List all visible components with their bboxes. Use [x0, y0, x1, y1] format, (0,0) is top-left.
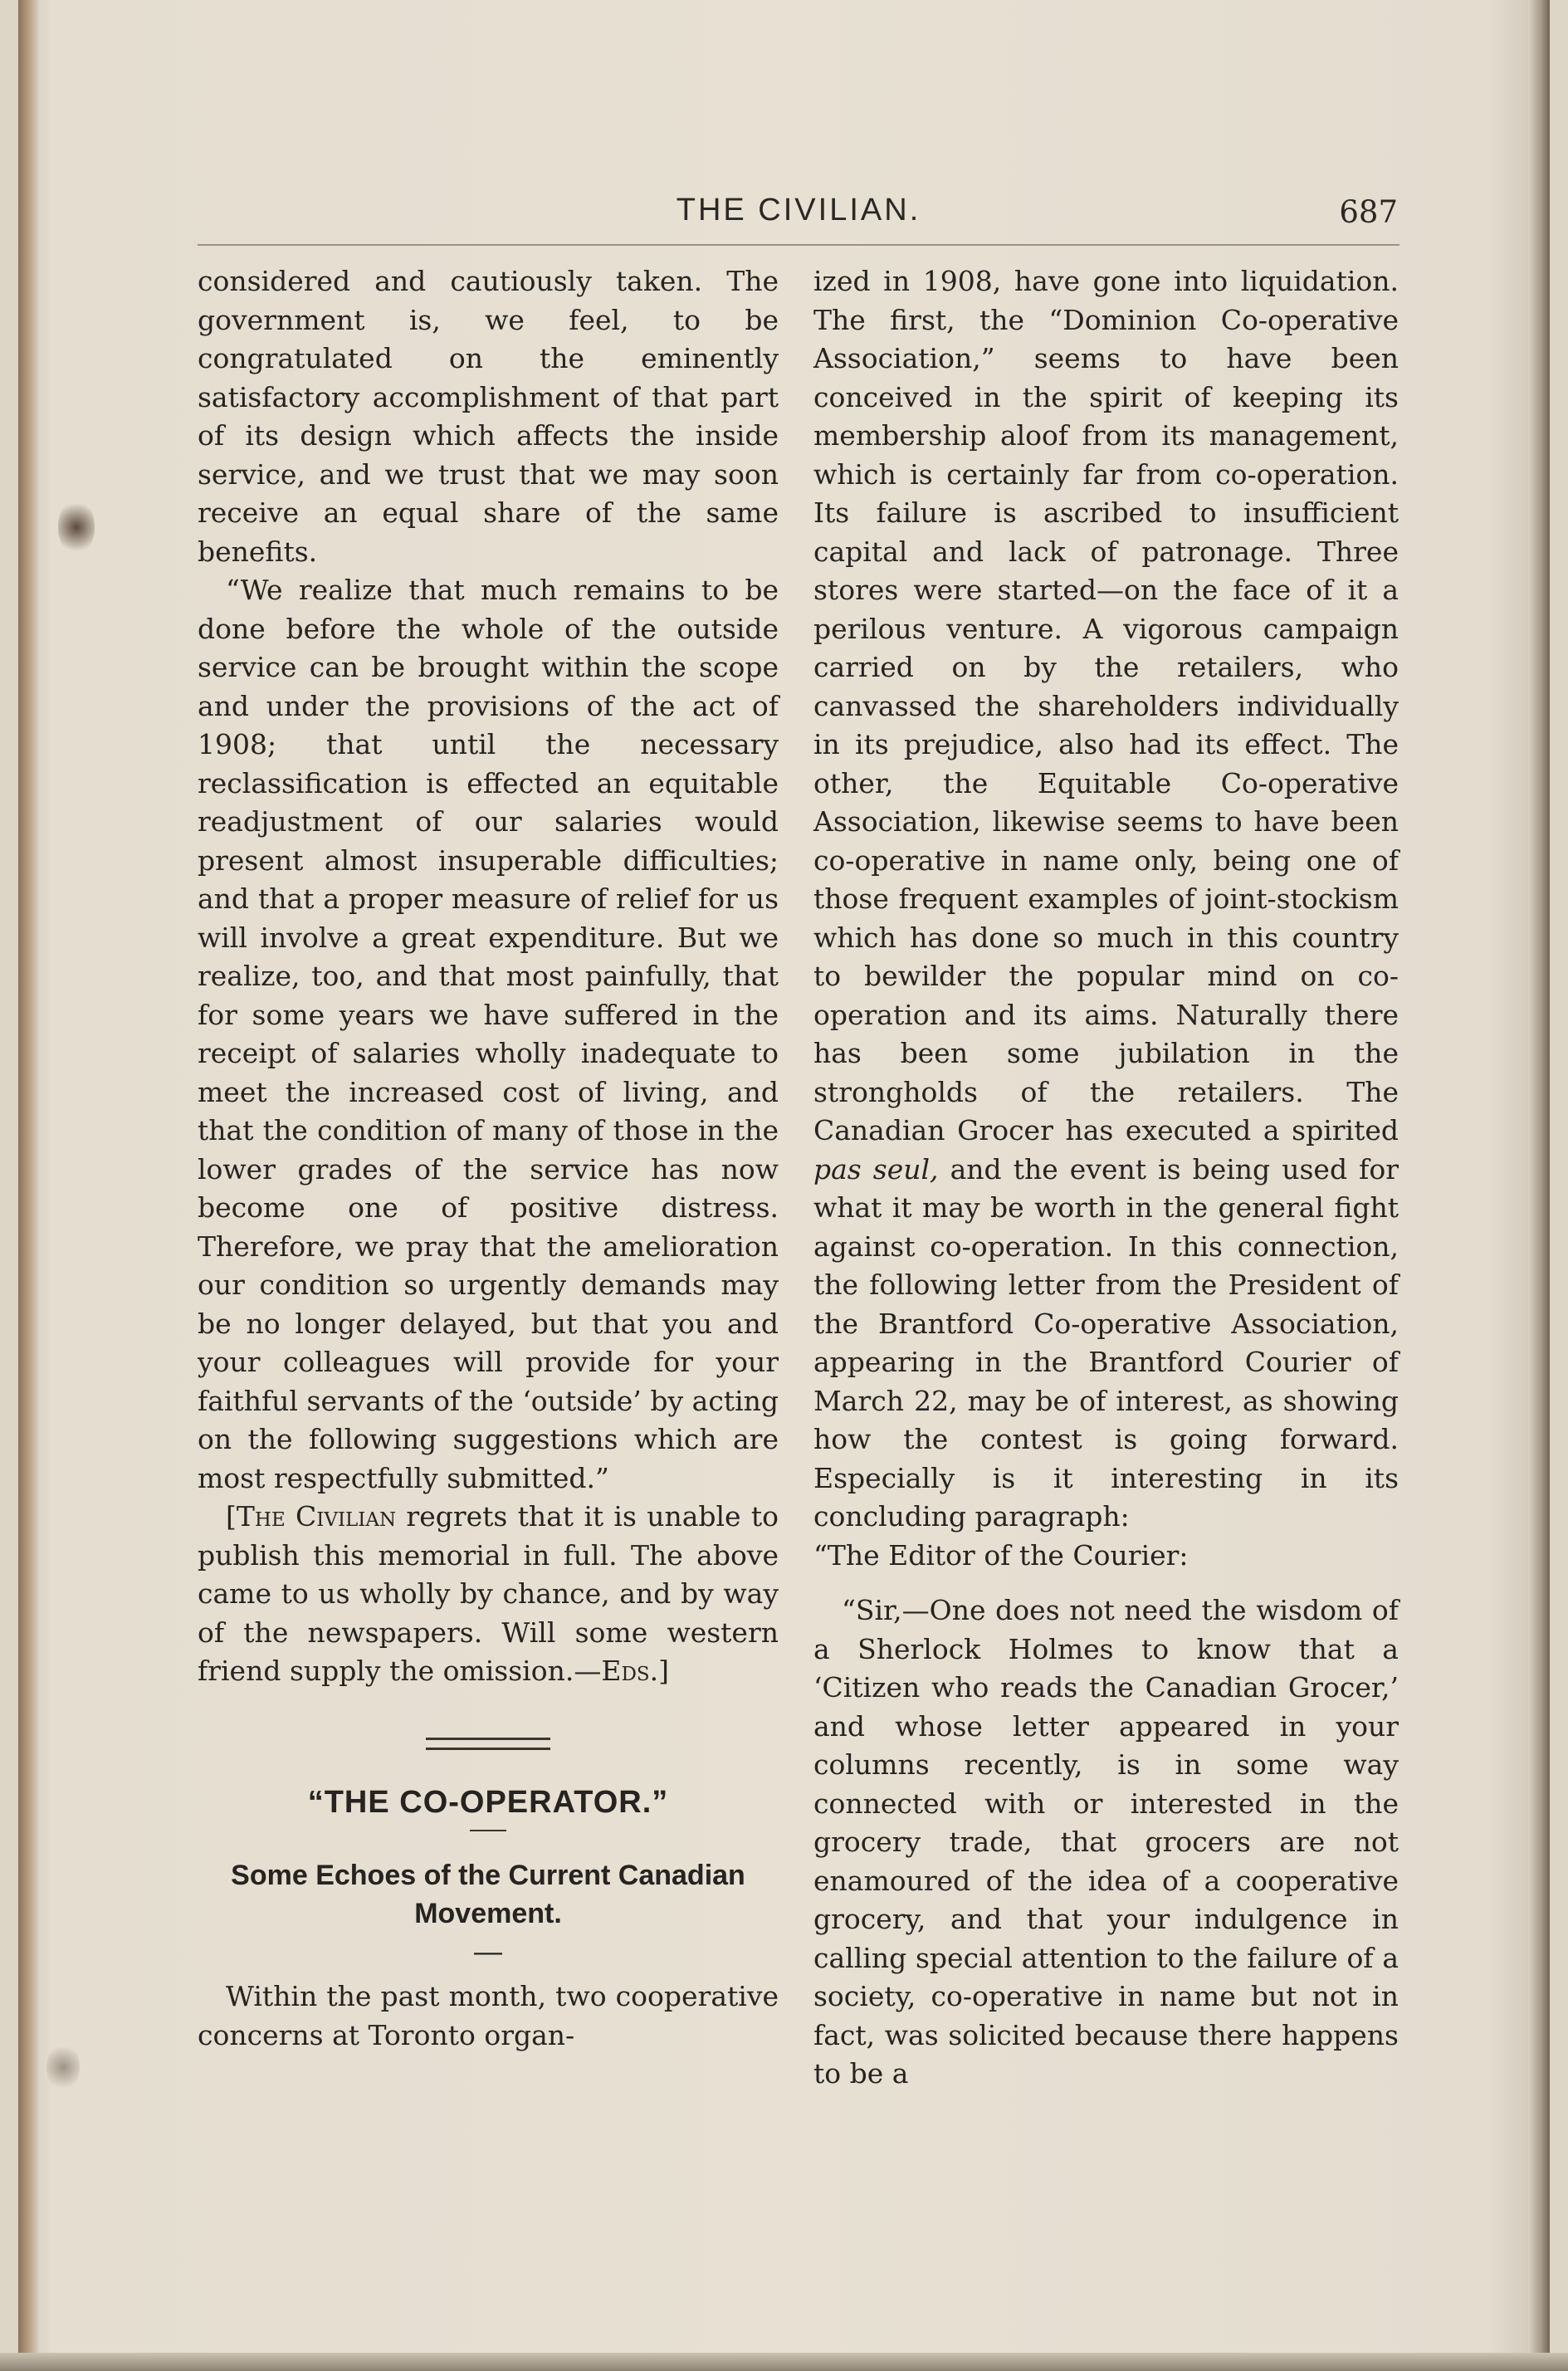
italic-phrase: pas seul, — [813, 1152, 939, 1186]
body-paragraph — [813, 262, 1399, 1537]
editor-note — [198, 1498, 779, 1691]
running-title: THE CIVILIAN. — [676, 193, 921, 227]
page-edge-bottom — [0, 2353, 1568, 2371]
right-column — [813, 262, 1399, 2094]
editor-note-text: regrets that it is unable to publish this memorial in full. The above came to us wholly by chance, and by way of the newspapers. Will some western friend supply the omission.— — [198, 1500, 779, 1687]
paragraph-text: ized in 1908, have gone into liquidation. The first, the “Dominion Co-operative Association,” seems to have been conceived in the spirit of keeping its membership aloof from its management, which is certainly far from co-operation. Its failure is ascribed to insufficient capital and lack of patronage. Three stores were started—on the face of it a perilous venture. A vigorous campaign carried on by the retailers, who canvassed the shareholders individually in its prejudice, also had its effect. The other, the Equitable Co-operative Association, likewise seems to have been co-operative in name only, being one of those frequent examples of joint-stockism which has done so much in this country to bewilder the popular mind on co-operation and its aims. Naturally there has been some jubilation in the strongholds of the retailers. The Canadian Grocer has executed a spirited — [813, 265, 1399, 1146]
spacer — [813, 1575, 1399, 1591]
bracket-close: ] — [658, 1655, 670, 1687]
page-edge-right — [1528, 0, 1550, 2371]
title-rule — [470, 1830, 506, 1831]
left-column — [198, 262, 779, 2055]
binding-hole-mark — [58, 498, 95, 556]
letter-text: “Sir,—One does not need the wisdom of a Sherlock Holmes to know that a ‘Citizen who reads the Canadian Grocer,’ and whose letter appeared in your columns recently, is in some way connected with or interested in the grocery trade, that grocers are not enamoured of the idea of a cooperative grocery, and that your indulgence in calling special attention to the failure of a society, co-operative in name but not in fact, was solicited because there happens to be a — [813, 1594, 1399, 2090]
paragraph-text: and the event is being used for what it may be worth in the general fight against co-operation. In this connection, the following letter from the President of the Brantford Co-operative Association, appearing in the Brantford Courier of March 22, may be of interest, as showing how the contest is going forward. Especially is it interesting in its concluding paragraph: — [813, 1152, 1399, 1533]
bracket-open: [ — [226, 1500, 237, 1533]
page-number: 687 — [1339, 194, 1398, 230]
editors-signature: Eds. — [601, 1655, 659, 1687]
section-subtitle: Some Echoes of the Current Canadian Movement. — [231, 1860, 745, 1929]
book-spine — [18, 0, 38, 2371]
body-paragraph: “We realize that much remains to be done before the whole of the outside service can be brought within the scope and under the provisions of the act of 1908; that until the necessary reclassification is effected an equitable readjustment of our salaries would present almost insuperable difficulties; and that a proper measure of relief for us will involve a great expenditure. But we realize, too, and that most painfully, that for some years we have suffered in the receipt of salaries wholly inadequate to meet the increased cost of living, and that the condition of many of those in the lower grades of the service has now become one of positive distress. Therefore, we pray that the amelioration our condition so urgently demands may be no longer delayed, but that you and your colleagues will provide for your faithful servants of the ‘outside’ by acting on the following suggestions which are most respectfully submitted.” — [198, 574, 779, 1494]
binding-hole-mark — [46, 2042, 80, 2092]
subtitle-dash: — — [474, 1936, 502, 1968]
header-rule — [198, 244, 1399, 246]
page-header — [198, 189, 1399, 242]
section-divider — [426, 1738, 550, 1750]
section-title: “THE CO-OPERATOR.” — [307, 1784, 669, 1820]
letter-salutation: “The Editor of the Courier: — [813, 1538, 1189, 1572]
body-paragraph: Within the past month, two cooperative concerns at Toronto organ- — [198, 1980, 779, 2051]
publication-name: The Civilian — [236, 1500, 397, 1533]
body-paragraph: considered and cautiously taken. The government is, we feel, to be congratulated on the eminently satisfactory accomplishment of that part of its design which affects the inside service, and we trust that we may soon receive an equal share of the same benefits. — [198, 265, 779, 568]
